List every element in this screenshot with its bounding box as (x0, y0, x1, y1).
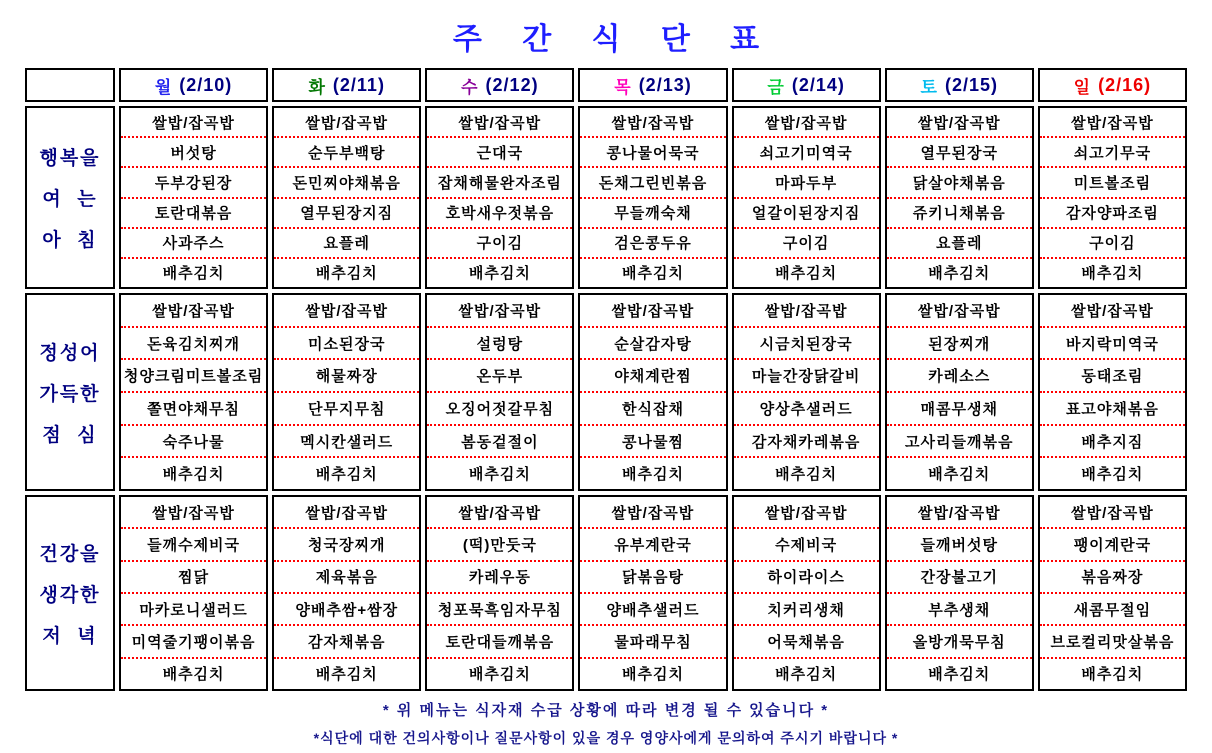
menu-item: 버섯탕 (121, 138, 266, 168)
lunch-fri-cell (732, 293, 881, 491)
menu-item: 새콤무절임 (1040, 594, 1185, 626)
menu-item: 쌀밥/잡곡밥 (1040, 108, 1185, 138)
menu-item: 쌀밥/잡곡밥 (274, 497, 419, 529)
menu-item: 쌀밥/잡곡밥 (734, 108, 879, 138)
menu-item: 요플레 (274, 229, 419, 259)
menu-item: 청국장찌개 (274, 529, 419, 561)
dinner-wed-cell (425, 495, 574, 691)
menu-item: 쫄면야채무침 (121, 393, 266, 426)
menu-item: 미역줄기팽이볶음 (121, 626, 266, 658)
menu-item: 근대국 (427, 138, 572, 168)
menu-item: 치커리생채 (734, 594, 879, 626)
menu-item: 쌀밥/잡곡밥 (887, 497, 1032, 529)
menu-item: 해물짜장 (274, 360, 419, 393)
menu-item: 돈민찌야채볶음 (274, 168, 419, 198)
menu-item: 배추김치 (468, 666, 531, 684)
menu-item: 마카로니샐러드 (121, 594, 266, 626)
menu-item: 잡채해물완자조림 (427, 168, 572, 198)
menu-item: 사과주스 (121, 229, 266, 259)
menu-item: 감자채카레볶음 (734, 426, 879, 459)
menu-item: 양배추쌈+쌈장 (274, 594, 419, 626)
menu-item: 마늘간장닭갈비 (734, 360, 879, 393)
menu-item: 토란대들깨볶음 (427, 626, 572, 658)
lunch-thu-cell (578, 293, 727, 491)
menu-item: 배추김치 (622, 466, 684, 484)
day-date: (2/16) (1098, 74, 1152, 95)
day-date: (2/13) (638, 74, 692, 95)
lunch-mon-cell (119, 293, 268, 491)
menu-item: 닭살야채볶음 (887, 168, 1032, 198)
menu-item: 배추김치 (928, 666, 991, 684)
day-date: (2/10) (179, 74, 233, 95)
menu-item: 매콤무생채 (887, 393, 1032, 426)
menu-item: 멕시칸샐러드 (274, 426, 419, 459)
menu-item: 청포묵흑임자무침 (427, 594, 572, 626)
menu-item: 배추김치 (468, 265, 531, 283)
breakfast-thu-cell (578, 106, 727, 289)
menu-item: 배추김치 (468, 466, 531, 484)
lunch-sun-cell (1038, 293, 1187, 491)
menu-item: 쇠고기미역국 (734, 138, 879, 168)
meal-label-line: 가득한 (39, 383, 101, 405)
sun-day-icon: 일 (1073, 77, 1091, 97)
menu-item: 바지락미역국 (1040, 328, 1185, 361)
mon-day-icon: 월 (154, 77, 172, 97)
menu-item: 순살감자탕 (580, 328, 725, 361)
menu-item: 배추김치 (315, 265, 378, 283)
dinner-thu-cell (578, 495, 727, 691)
menu-item: 배추김치 (775, 466, 838, 484)
menu-item: 쌀밥/잡곡밥 (427, 497, 572, 529)
menu-item: 양상추샐러드 (734, 393, 879, 426)
menu-item: 온두부 (427, 360, 572, 393)
dinner-sat-cell (885, 495, 1034, 691)
menu-item: 배추김치 (315, 466, 378, 484)
menu-item: 물파래무침 (580, 626, 725, 658)
menu-item: 검은콩두유 (580, 229, 725, 259)
menu-item: 두부강된장 (121, 168, 266, 198)
menu-item: 배추김치 (622, 265, 684, 283)
menu-item: 부추생채 (887, 594, 1032, 626)
menu-item: 된장찌개 (887, 328, 1032, 361)
day-header-mon (119, 68, 268, 102)
menu-item: 얼갈이된장지짐 (734, 199, 879, 229)
menu-item: 감자채볶음 (274, 626, 419, 658)
menu-item: 쌀밥/잡곡밥 (580, 497, 725, 529)
menu-item: 쇠고기무국 (1040, 138, 1185, 168)
menu-item: 카레소스 (887, 360, 1032, 393)
menu-item: 콩나물어묵국 (580, 138, 725, 168)
menu-item: 쌀밥/잡곡밥 (427, 108, 572, 138)
menu-item: 간장불고기 (887, 562, 1032, 594)
breakfast-mon-cell (119, 106, 268, 289)
menu-item: 팽이계란국 (1040, 529, 1185, 561)
breakfast-sat-cell (885, 106, 1034, 289)
menu-item: 토란대볶음 (121, 199, 266, 229)
menu-item: 배추김치 (315, 666, 378, 684)
day-header-sat (885, 68, 1034, 102)
lunch-tue-cell (272, 293, 421, 491)
menu-item: 요플레 (887, 229, 1032, 259)
menu-item: 구이김 (734, 229, 879, 259)
day-header-sun (1038, 68, 1187, 102)
menu-item: 쌀밥/잡곡밥 (1040, 295, 1185, 328)
menu-table (25, 68, 1187, 691)
menu-item: 쌀밥/잡곡밥 (887, 108, 1032, 138)
menu-item: 무들깨숙채 (580, 199, 725, 229)
menu-item: 쌀밥/잡곡밥 (121, 497, 266, 529)
menu-item: 단무지무침 (274, 393, 419, 426)
tue-day-icon: 화 (308, 77, 325, 97)
menu-item: 쌀밥/잡곡밥 (121, 108, 266, 138)
menu-item: 한식잡채 (580, 393, 725, 426)
wed-day-icon: 수 (461, 77, 478, 97)
menu-item: 볶음짜장 (1040, 562, 1185, 594)
menu-item: 수제비국 (734, 529, 879, 561)
menu-item: (떡)만둣국 (427, 529, 572, 561)
sat-day-icon: 토 (920, 77, 937, 97)
menu-item: 배추김치 (928, 466, 991, 484)
menu-item: 열무된장지짐 (274, 199, 419, 229)
meal-label-line: 건강을 (39, 543, 101, 565)
menu-item: 닭볶음탕 (580, 562, 725, 594)
menu-item: 시금치된장국 (734, 328, 879, 361)
meal-label-breakfast (25, 106, 115, 289)
meal-label-line: 정성어 (39, 342, 101, 364)
menu-item: 배추김치 (1081, 666, 1144, 684)
menu-item: 미소된장국 (274, 328, 419, 361)
menu-item: 미트볼조림 (1040, 168, 1185, 198)
day-header-tue (272, 68, 421, 102)
menu-item: 청양크림미트볼조림 (121, 360, 266, 393)
menu-item: 배추김치 (162, 466, 225, 484)
day-header-fri (732, 68, 881, 102)
menu-item: 쌀밥/잡곡밥 (580, 295, 725, 328)
corner-cell (25, 68, 115, 102)
meal-label-line: 생각한 (39, 584, 101, 606)
menu-item: 표고야채볶음 (1040, 393, 1185, 426)
menu-item: 돈육김치찌개 (121, 328, 266, 361)
meal-label-line: 점 심 (42, 424, 98, 446)
menu-item: 설렁탕 (427, 328, 572, 361)
meal-label-line: 행복을 (39, 148, 101, 169)
menu-item: 배추김치 (928, 265, 991, 283)
meal-label-line: 여 는 (42, 189, 98, 210)
day-date: (2/12) (485, 74, 539, 95)
menu-item: 순두부백탕 (274, 138, 419, 168)
menu-item: 감자양파조림 (1040, 199, 1185, 229)
dinner-tue-cell (272, 495, 421, 691)
breakfast-tue-cell (272, 106, 421, 289)
page-title: 주 간 식 단 표 (452, 23, 776, 56)
menu-item: 배추김치 (162, 265, 225, 283)
menu-item: 배추김치 (775, 666, 838, 684)
menu-item: 들깨수제비국 (121, 529, 266, 561)
menu-item: 유부계란국 (580, 529, 725, 561)
day-header-wed (425, 68, 574, 102)
menu-item: 열무된장국 (887, 138, 1032, 168)
footer-notes (24, 699, 1188, 748)
menu-item: 쌀밥/잡곡밥 (274, 295, 419, 328)
menu-item: 카레우동 (427, 562, 572, 594)
menu-item: 들깨버섯탕 (887, 529, 1032, 561)
menu-item: 쌀밥/잡곡밥 (121, 295, 266, 328)
meal-label-line: 저 녁 (42, 625, 98, 647)
breakfast-wed-cell (425, 106, 574, 289)
menu-item: 양배추샐러드 (580, 594, 725, 626)
menu-item: 쌀밥/잡곡밥 (734, 497, 879, 529)
menu-item: 야채계란찜 (580, 360, 725, 393)
lunch-wed-cell (425, 293, 574, 491)
menu-item: 어묵채볶음 (734, 626, 879, 658)
menu-item: 배추김치 (162, 666, 225, 684)
meal-label-dinner (25, 495, 115, 691)
thu-day-icon: 목 (614, 77, 631, 97)
menu-item: 콩나물찜 (580, 426, 725, 459)
day-header-thu (578, 68, 727, 102)
breakfast-sun-cell (1038, 106, 1187, 289)
menu-item: 고사리들깨볶음 (887, 426, 1032, 459)
breakfast-fri-cell (732, 106, 881, 289)
meal-label-lunch (25, 293, 115, 491)
day-date: (2/15) (944, 74, 998, 95)
day-date: (2/14) (791, 74, 845, 95)
menu-item: 쌀밥/잡곡밥 (580, 108, 725, 138)
menu-item: 브로컬리맛살볶음 (1040, 626, 1185, 658)
menu-item: 제육볶음 (274, 562, 419, 594)
menu-item: 숙주나물 (121, 426, 266, 459)
meal-label-line: 아 침 (42, 230, 98, 251)
dinner-mon-cell (119, 495, 268, 691)
menu-item: 마파두부 (734, 168, 879, 198)
menu-item: 배추김치 (1081, 265, 1144, 283)
menu-item: 올방개묵무침 (887, 626, 1032, 658)
menu-item: 돈채그린빈볶음 (580, 168, 725, 198)
dinner-fri-cell (732, 495, 881, 691)
day-date: (2/11) (332, 74, 385, 95)
menu-item: 쌀밥/잡곡밥 (427, 295, 572, 328)
menu-item: 구이김 (427, 229, 572, 259)
fri-day-icon: 금 (767, 77, 784, 97)
dinner-sun-cell (1038, 495, 1187, 691)
menu-item: 하이라이스 (734, 562, 879, 594)
menu-item: 배추김치 (775, 265, 838, 283)
menu-item: 구이김 (1040, 229, 1185, 259)
footer-note-contact: *식단에 대한 건의사항이나 질문사항이 있을 경우 영양사에게 문의하여 주시기 바랍니다 * (313, 730, 899, 746)
menu-item: 동태조림 (1040, 360, 1185, 393)
menu-item: 쌀밥/잡곡밥 (274, 108, 419, 138)
menu-item: 쌀밥/잡곡밥 (734, 295, 879, 328)
menu-item: 배추김치 (1081, 466, 1144, 484)
footer-note-change: * 위 메뉴는 식자재 수급 상황에 따라 변경 될 수 있습니다 * (382, 702, 830, 719)
menu-item: 오징어젓갈무침 (427, 393, 572, 426)
menu-item: 배추지짐 (1040, 426, 1185, 459)
menu-item: 호박새우젓볶음 (427, 199, 572, 229)
menu-item: 쌀밥/잡곡밥 (1040, 497, 1185, 529)
menu-item: 배추김치 (622, 666, 684, 684)
lunch-sat-cell (885, 293, 1034, 491)
menu-item: 봄동겉절이 (427, 426, 572, 459)
menu-item: 쥬키니채볶음 (887, 199, 1032, 229)
menu-item: 찜닭 (121, 562, 266, 594)
menu-item: 쌀밥/잡곡밥 (887, 295, 1032, 328)
